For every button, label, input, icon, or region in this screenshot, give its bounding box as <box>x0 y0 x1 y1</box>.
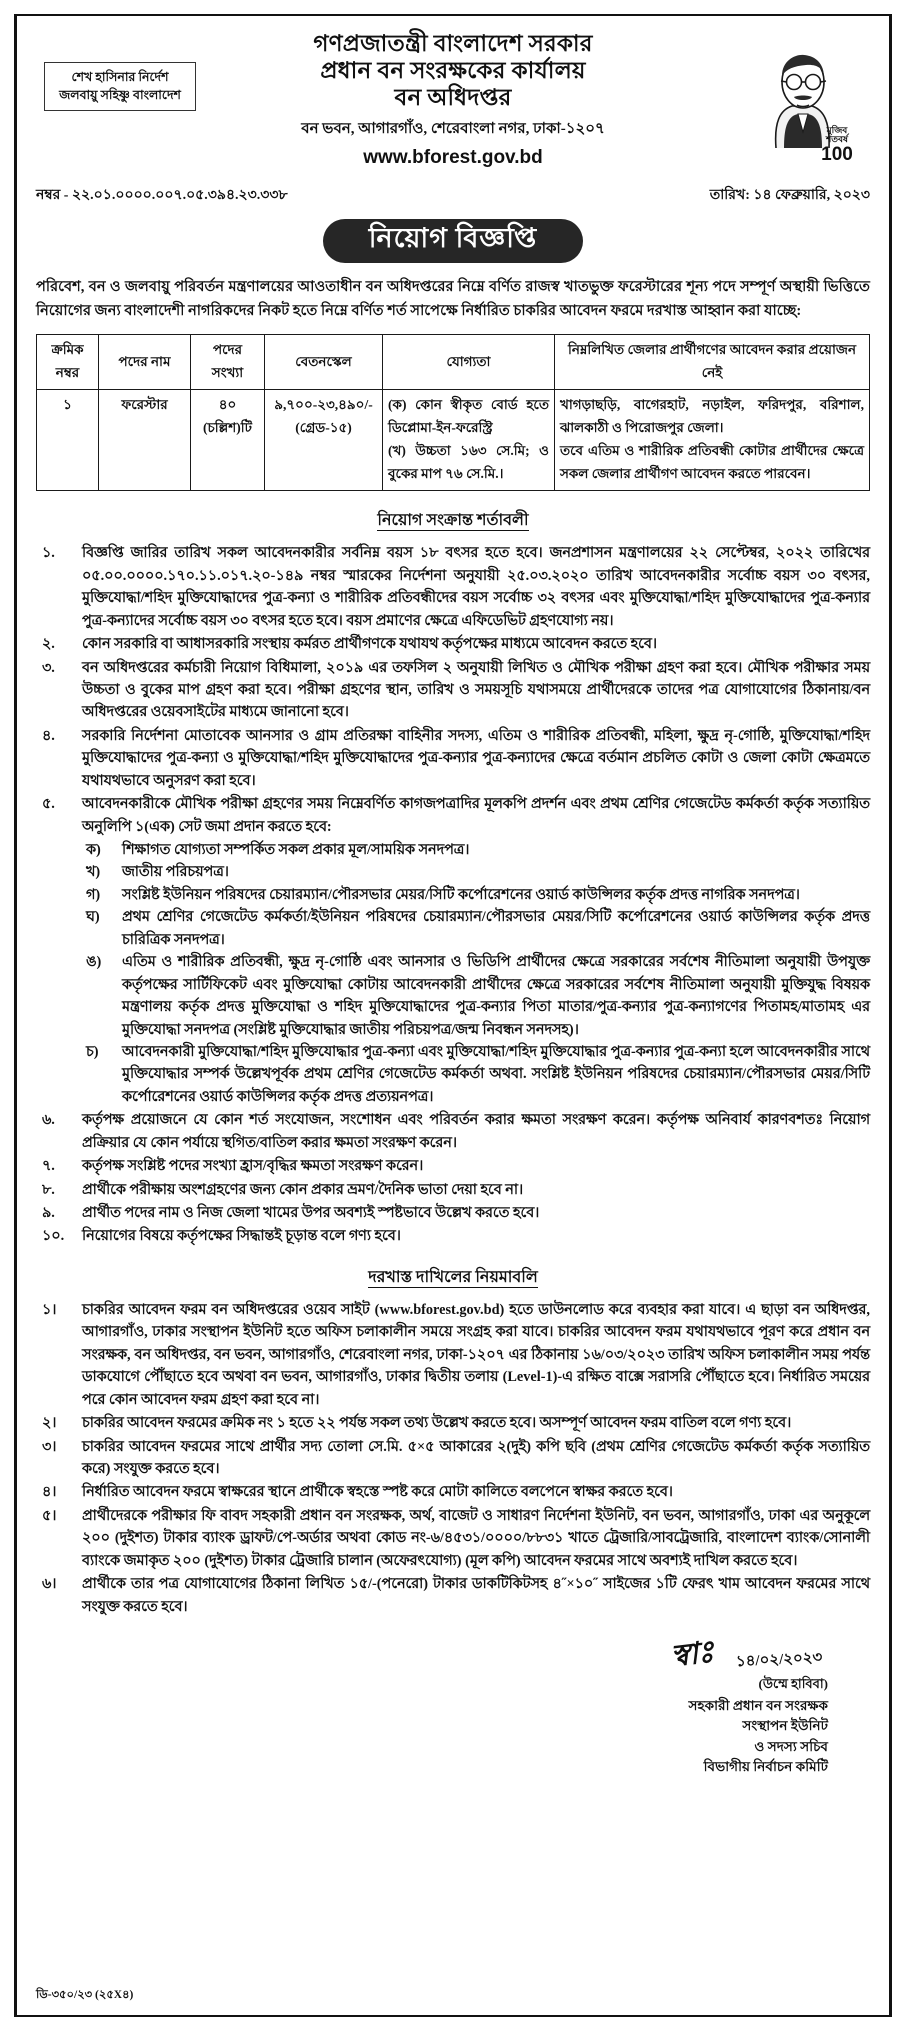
condition-item <box>36 1225 870 1247</box>
cell-pay-range: ৯,৭০০-২৩,৪৯০/- <box>274 397 373 413</box>
condition-subitem <box>82 951 870 1041</box>
condition-text: প্রার্থীত পদের নাম ও নিজ জেলা খামের উপর অবশ্যই স্পষ্টভাবে উল্লেখ করতে হবে। <box>82 1205 540 1222</box>
office-name: প্রধান বন সংরক্ষকের কার্যালয় <box>320 58 586 84</box>
condition-number: ৯. <box>42 1205 55 1222</box>
mujib-centenary-block <box>736 48 866 168</box>
conditions-heading-text: নিয়োগ সংক্রান্ত শর্তাবলী <box>377 512 529 530</box>
website-url[interactable]: www.bforest.gov.bd <box>363 147 543 169</box>
cell-vacancy-words: (চল্লিশ)টি <box>203 420 252 436</box>
rule-text: চাকরির আবেদন ফরমের সাথে প্রার্থীর সদ্য তোলা সে.মি. ৫×৫ আকারের ২(দুই) কপি ছবি (প্রথম শ্রেণির গেজেটেড কর্মকর্তা কর্তৃক সত্যায়িত করে) সংযুক্ত করতে হবে। <box>82 1438 870 1477</box>
condition-item <box>36 793 870 1108</box>
vacancy-table <box>36 334 870 491</box>
condition-number: ২. <box>42 636 55 653</box>
slogan-line-1: শেখ হাসিনার নির্দেশ <box>71 70 169 84</box>
application-rules-heading <box>36 1264 870 1291</box>
application-rule-item <box>36 1299 870 1411</box>
application-rule-item <box>36 1412 870 1434</box>
signatory-unit: সংস্থাপন ইউনিট <box>742 1718 828 1734</box>
cell-pay-grade: (গ্রেড-১৫) <box>295 420 352 436</box>
application-rule-item <box>36 1573 870 1618</box>
rule-text: চাকরির আবেদন ফরম বন অধিদপ্তরের ওয়েব সাইট (www.bforest.gov.bd) হতে ডাউনলোড করে ব্যবহার করা যাবে। এ ছাড়া বন অধিদপ্তর, আগারগাঁও, ঢাকার সংস্থাপন ইউনিট হতে অফিস চলাকালীন সময়ে সংগ্রহ করা যাবে। চাকরির আবেদন ফরম যথাযথভাবে পূরণ করে প্রধান বন সংরক্ষক, বন অধিদপ্তর, বন ভবন, আগারগাঁও, শেরেবাংলা নগর, ঢাকা-১২০৭ এর ঠিকানায় ১৬/০৩/২০২৩ তারিখ অফিস চলাকালীন সময় পর্যন্ত ডাকযোগে পৌঁছাতে হবে অথবা বন ভবন, আগারগাঁও, ঢাকার দ্বিতীয় তলায় (Level-1)-এ রক্ষিত বাক্সে সরাসরি পৌঁছাতে হবে। নির্ধারিত সময়ের পরে কোন আবেদন ফরম গ্রহণ করা হবে না। <box>82 1301 870 1408</box>
condition-item <box>36 725 870 792</box>
rule-text: চাকরির আবেদন ফরমের ক্রমিক নং ১ হতে ২২ পর্যন্ত সকল তথ্য উল্লেখ করতে হবে। অসম্পূর্ণ আবেদন ফরম বাতিল বলে গণ্য হবে। <box>82 1415 792 1432</box>
condition-number: ৬. <box>42 1112 55 1129</box>
excluded-districts-list: খাগড়াছড়ি, বাগেরহাট, নড়াইল, ফরিদপুর, বরিশাল, ঝালকাঠী ও পিরোজপুর জেলা। <box>560 397 864 436</box>
signatory-name: (উম্মে হাবিবা) <box>758 1676 828 1692</box>
subitem-number: ক) <box>86 842 101 859</box>
footer-print-code: ডি-৩৫০/২৩ (২৫X৪) <box>36 1989 134 2001</box>
cell-vacancy-count: ৪০ <box>218 397 237 413</box>
memo-number: নম্বর - ২২.০১.০০০০.০০৭.০৫.৩৯৪.২৩.৩৩৮ <box>36 188 288 204</box>
signatory-committee: বিভাগীয় নির্বাচন কমিটি <box>703 1759 828 1775</box>
title-badge-wrap <box>36 219 870 263</box>
department-name: বন অধিদপ্তর <box>394 85 512 111</box>
condition-text: নিয়োগের বিষয়ে কর্তৃপক্ষের সিদ্ধান্তই চূড়ান্ত বলে গণ্য হবে। <box>82 1228 401 1245</box>
condition-text: কর্তৃপক্ষ সংশ্লিষ্ট পদের সংখ্যা হ্রাস/বৃদ্ধির ক্ষমতা সংরক্ষণ করেন। <box>82 1158 424 1175</box>
condition-item <box>36 1109 870 1154</box>
rule-number: ৪। <box>42 1484 57 1501</box>
th-post-name: পদের নাম <box>99 335 191 390</box>
th-excluded-districts: নিম্নলিখিত জেলার প্রার্থীগণের আবেদন করার প্রয়োজন নেই <box>555 335 870 390</box>
signature-mark: স্বাঃ <box>668 1635 714 1674</box>
govt-name: গণপ্রজাতন্ত্রী বাংলাদেশ সরকার <box>313 31 593 56</box>
condition-number: ৫. <box>42 796 55 813</box>
condition-text: আবেদনকারীকে মৌখিক পরীক্ষা গ্রহণের সময় নিম্নেবর্ণিত কাগজপত্রাদির মূলকপি প্রদর্শন এবং প্রথম শ্রেণির গেজেটেড কর্মকর্তা কর্তৃক সত্যায়িত অনুলিপি ১(এক) সেট জমা প্রদান করতে হবে: <box>82 796 870 835</box>
condition-text: কোন সরকারি বা আধাসরকারি সংস্থায় কর্মরত প্রার্থীগণকে যথাযথ কর্তৃপক্ষের মাধ্যমে আবেদন করতে হবে। <box>82 636 657 653</box>
signatory-role: ও সদস্য সচিব <box>754 1738 828 1754</box>
subitem-text: এতিম ও শারীরিক প্রতিবন্ধী, ক্ষুদ্র নৃ-গোষ্ঠি এবং আনসার ও ভিডিপি প্রার্থীদের ক্ষেত্রে সরকারের সর্বশেষ নীতিমালা অনুযায়ী উপযুক্ত কর্তৃপক্ষের সার্টিফিকেট এবং মুক্তিযোদ্ধা কোটায় আবেদনকারী প্রার্থীদের ক্ষেত্রে সরকারের সর্বশেষ নীতিমালা অনুযায়ী মুক্তিযুদ্ধ বিষয়ক মন্ত্রণালয় কর্তৃক প্রদত্ত মুক্তিযোদ্ধা ও শহিদ মুক্তিযোদ্ধাদের পুত্র-কন্যার পিতা মাতার/পুত্র-কন্যার পুত্র-কন্যাগণের পিতামহ/মাতামহ এর মুক্তিযোদ্ধা সনদপত্র (সংশ্লিষ্ট মুক্তিযোদ্ধার জাতীয় পরিচয়পত্র/জন্ম নিবন্ধন সনদসহ)। <box>122 954 870 1038</box>
subitem-number: খ) <box>86 864 101 881</box>
table-header-row <box>37 335 870 390</box>
condition-item <box>36 1179 870 1201</box>
signatory-designation: সহকারী প্রধান বন সংরক্ষক <box>688 1698 828 1714</box>
cell-qualification <box>383 390 555 491</box>
condition-item <box>36 633 870 655</box>
application-rules-heading-text: দরখাস্ত দাখিলের নিয়মাবলি <box>368 1268 538 1286</box>
condition-number: ১০. <box>42 1228 65 1245</box>
subitem-number: গ) <box>86 886 101 903</box>
application-rule-item <box>36 1505 870 1572</box>
rule-number: ৫। <box>42 1507 57 1524</box>
mujib-logo-number: 100 <box>821 143 853 165</box>
memo-row <box>36 183 870 207</box>
cell-serial: ১ <box>37 390 99 491</box>
th-pay-scale: বেতনস্কেল <box>265 335 383 390</box>
subitem-number: চ) <box>86 1043 99 1060</box>
subitem-number: ঘ) <box>86 909 100 926</box>
conditions-heading <box>36 507 870 534</box>
condition-item <box>36 657 870 724</box>
rule-text: প্রার্থীকে তার পত্র যোগাযোগের ঠিকানা লিখিত ১৫/-(পনেরো) টাকার ডাকটিকিটসহ ৪˝×১০˝ সাইজের ১টি ফেরৎ খাম আবেদন ফরমের সাথে সংযুক্ত করতে হবে। <box>82 1576 870 1615</box>
subitem-text: শিক্ষাগত যোগ্যতা সম্পর্কিত সকল প্রকার মূল/সাময়িক সনদপত্র। <box>122 842 470 859</box>
condition-text: বন অধিদপ্তরের কর্মচারী নিয়োগ বিধিমালা, ২০১৯ এর তফসিল ২ অনুযায়ী লিখিত ও মৌখিক পরীক্ষা গ্রহণ করা হবে। মৌখিক পরীক্ষার সময় উচ্চতা ও বুকের মাপ গ্রহণ করা হবে। পরীক্ষা গ্রহণের স্থান, তারিখ ও সময়সূচি যথাসময়ে প্রার্থীদেরকে তাদের পত্র যোগাযোগের ঠিকানায়/বন অধিদপ্তরের ওয়েবসাইটের মাধ্যমে জানানো হবে। <box>82 659 870 721</box>
condition-subitem <box>82 861 870 883</box>
application-rule-item <box>36 1481 870 1503</box>
qualification-a: (ক) কোন স্বীকৃত বোর্ড হতে ডিপ্লোমা-ইন-ফরেস্ট্রি <box>388 397 549 436</box>
subitem-text: আবেদনকারী মুক্তিযোদ্ধা/শহিদ মুক্তিযোদ্ধার পুত্র-কন্যা এবং মুক্তিযোদ্ধা/শহিদ মুক্তিযোদ্ধার পুত্র-কন্যার পুত্র-কন্যা হলে আবেদনকারীর সাথে মুক্তিযোদ্ধার সম্পর্ক উল্লেখপূর্বক প্রথম শ্রেণির গেজেটেড কর্মকর্তা অথবা. সংশ্লিষ্ট ইউনিয়ন পরিষদের চেয়ারম্যান/পৌরসভার মেয়র/সিটি কর্পোরেশনের ওয়ার্ড কাউন্সিলর কর্তৃক প্রদত্ত প্রত্যয়নপত্র। <box>122 1043 870 1105</box>
signature-date: ১৪/০২/২০২৩ <box>735 1649 823 1671</box>
condition-subitem <box>82 1041 870 1108</box>
mujib-borsho-logo <box>808 126 866 166</box>
cell-pay-scale <box>265 390 383 491</box>
condition-number: ৪. <box>42 727 55 744</box>
condition-item <box>36 1155 870 1177</box>
th-vacancy: পদের সংখ্যা <box>191 335 265 390</box>
subitem-number: ঙ) <box>86 954 102 971</box>
intro-paragraph: পরিবেশ, বন ও জলবায়ু পরিবর্তন মন্ত্রণালয়ের আওতাধীন বন অধিদপ্তরের নিম্নে বর্ণিত রাজস্ব খাতভুক্ত ফরেস্টারের শূন্য পদে সম্পূর্ণ অস্থায়ী ভিত্তিতে নিয়োগের জন্য বাংলাদেশী নাগরিকদের নিকট হতে নিম্নে বর্ণিত শর্ত সাপেক্ষে নির্ধারিত চাকরির আবেদন ফরমে দরখাস্ত আহ্বান করা যাচ্ছে: <box>36 279 870 319</box>
rule-text: নির্ধারিত আবেদন ফরমে স্বাক্ষরের স্থানে প্রার্থীকে স্বহস্তে স্পষ্ট করে মোটা কালিতে বলপেনে স্বাক্ষর করতে হবে। <box>82 1484 673 1501</box>
rule-number: ৬। <box>42 1576 57 1593</box>
memo-date: তারিখ: ১৪ ফেব্রুয়ারি, ২০২৩ <box>709 188 870 204</box>
document-header <box>36 26 870 169</box>
document-body <box>24 22 882 2009</box>
condition-item <box>36 1202 870 1224</box>
application-rule-item <box>36 1436 870 1481</box>
application-rules-list <box>36 1299 870 1618</box>
cell-excluded-districts <box>555 390 870 491</box>
condition-subitem <box>82 906 870 951</box>
condition-subitem <box>82 839 870 861</box>
subitem-text: সংশ্লিষ্ট ইউনিয়ন পরিষদের চেয়ারম্যান/পৌরসভার মেয়র/সিটি কর্পোরেশনের ওয়ার্ড কাউন্সিলর কর্তৃক প্রদত্ত নাগরিক সনদপত্র। <box>122 886 800 903</box>
th-qualification: যোগ্যতা <box>383 335 555 390</box>
circular-title-badge: নিয়োগ বিজ্ঞপ্তি <box>323 219 583 263</box>
slogan-line-2: জলবায়ু সহিষ্ণু বাংলাদেশ <box>59 88 181 103</box>
conditions-list <box>36 542 870 1248</box>
condition-text: বিজ্ঞপ্তি জারির তারিখ সকল আবেদনকারীর সর্বনিম্ন বয়স ১৮ বৎসর হতে হবে। জনপ্রশাসন মন্ত্রণালয়ের ২২ সেপ্টেম্বর, ২০২২ তারিখের ০৫.০০.০০০০.১৭০.১১.০১৭.২০-১৪৯ নম্বর স্মারকের নির্দেশনা অনুযায়ী ২৫.০৩.২০২০ তারিখ আবেদনকারীর সর্বোচ্চ বয়স ৩০ বৎসর, মুক্তিযোদ্ধা/শহিদ মুক্তিযোদ্ধাদের পুত্র-কন্যা ও শারীরিক প্রতিবন্ধীদের বয়স সর্বোচ্চ ৩২ বৎসর এবং মুক্তিযোদ্ধা/শহিদ মুক্তিযোদ্ধাদের পুত্র-কন্যার পুত্র-কন্যাদের সর্বোচ্চ বয়স ৩০ বৎসর হতে হবে। বয়স প্রমাণের ক্ষেত্রে এফিডেভিট গ্রহণযোগ্য নয়। <box>82 545 870 629</box>
office-address: বন ভবন, আগারগাঁও, শেরেবাংলা নগর, ঢাকা-১২০৭ <box>301 121 605 138</box>
condition-number: ১. <box>42 545 55 562</box>
cell-post-name: ফরেস্টার <box>99 390 191 491</box>
condition-subitem <box>82 884 870 906</box>
mujib-logo-text: মুজিব শতবর্ষ <box>825 125 849 145</box>
rule-number: ৩। <box>42 1438 57 1455</box>
rule-number: ২। <box>42 1415 57 1432</box>
condition-text: কর্তৃপক্ষ প্রয়োজনে যে কোন শর্ত সংযোজন, সংশোধন এবং পরিবর্তন করার ক্ষমতা সংরক্ষণ করেন। কর্তৃপক্ষ অনিবার্য কারণবশতঃ নিয়োগ প্রক্রিয়ার যে কোন পর্যায়ে স্থগিত/বাতিল করার ক্ষমতা সংরক্ষণ করেন। <box>82 1112 870 1151</box>
rule-text: প্রার্থীদেরকে পরীক্ষার ফি বাবদ সহকারী প্রধান বন সংরক্ষক, অর্থ, বাজেট ও সাধারণ নির্দেশনা ইউনিট, বন ভবন, আগারগাঁও, ঢাকা এর অনুকূলে ২০০ (দুইশত) টাকার ব্যাংক ড্রাফট/পে-অর্ডার অথবা কোড নং-৬/৪৫৩১/০০০০/৮৮৩১ খাতে ট্রেজারি/সাবট্রেজারি, বাংলাদেশ ব্যাংক/সোনালী ব্যাংকে জমাকৃত ২০০ (দুইশত) টাকার ট্রেজারি চালান (অফেরৎযোগ্য) (মূল কপি) আবেদন ফরমের সাথে অবশ্যই দাখিল করতে হবে। <box>82 1507 870 1569</box>
condition-sublist <box>82 839 870 1108</box>
qualification-b: (খ) উচ্চতা ১৬৩ সে.মি; ও বুকের মাপ ৭৬ সে.মি.। <box>388 443 549 482</box>
table-row <box>37 390 870 491</box>
rule-number: ১। <box>42 1301 57 1318</box>
signature-block <box>36 1635 870 1778</box>
subitem-text: প্রথম শ্রেণির গেজেটেড কর্মকর্তা/ইউনিয়ন পরিষদের চেয়ারম্যান/পৌরসভার মেয়র/সিটি কর্পোরেশনের ওয়ার্ড কাউন্সিলর কর্তৃক প্রদত্ত চারিত্রিক সনদপত্র। <box>122 909 870 948</box>
cell-vacancy <box>191 390 265 491</box>
th-serial: ক্রমিক নম্বর <box>37 335 99 390</box>
condition-number: ৩. <box>42 659 55 676</box>
condition-text: প্রার্থীকে পরীক্ষায় অংশগ্রহণের জন্য কোন প্রকার ভ্রমণ/দৈনিক ভাতা দেয়া হবে না। <box>82 1181 524 1198</box>
condition-number: ৮. <box>42 1181 55 1198</box>
excluded-districts-note: তবে এতিম ও শারীরিক প্রতিবন্ধী কোটার প্রার্থীদের ক্ষেত্রে সকল জেলার প্রার্থীগণ আবেদন করতে পারবেন। <box>560 443 864 482</box>
subitem-text: জাতীয় পরিচয়পত্র। <box>122 864 229 881</box>
condition-number: ৭. <box>42 1158 55 1175</box>
condition-text: সরকারি নির্দেশনা মোতাবেক আনসার ও গ্রাম প্রতিরক্ষা বাহিনীর সদস্য, এতিম ও শারীরিক প্রতিবন্ধী, মহিলা, ক্ষুদ্র নৃ-গোষ্ঠি, মুক্তিযোদ্ধা/শহিদ মুক্তিযোদ্ধাদের পুত্র-কন্যা ও মুক্তিযোদ্ধা/শহিদ মুক্তিযোদ্ধাদের পুত্র-কন্যার পুত্র-কন্যাদের ক্ষেত্রে বর্তমান প্রচলিত কোটা ও জেলা কোটা ক্ষেত্রমতে যথাযথভাবে অনুসরণ করা হবে। <box>82 727 870 789</box>
condition-item <box>36 542 870 632</box>
slogan-box <box>44 62 196 111</box>
